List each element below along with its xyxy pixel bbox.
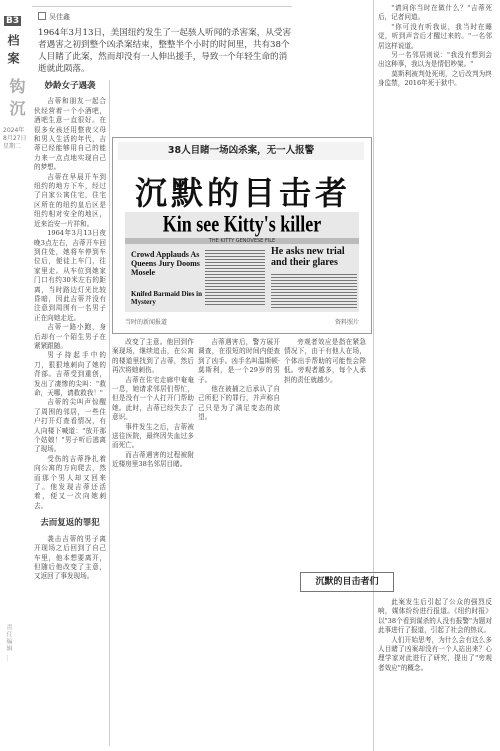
column-divider <box>373 0 374 751</box>
paragraph: 吉蒂在住宅走廊中奄奄一息，她请求邻居们帮忙，但是没有一个人打开门帮助她。此时，吉蒂已经失去了意识。 <box>112 375 194 422</box>
paragraph: "你可没有听我说，我当时在睡觉，听到声音后才醒过来的。"一名邻居这样说道。 <box>378 22 492 50</box>
paragraph: 吉蒂遇害后，警方展开调查，在很短的时间内便查到了凶手。凶手名叫温斯顿·莫斯利，是一个29岁的男子。 <box>198 338 280 384</box>
paragraph: "请问你当时在做什么？"吉蒂死后，记者问道。 <box>378 4 492 22</box>
paragraph: 而吉蒂遇害的过程被附近楼房里38名邻居目睹。 <box>112 450 194 469</box>
newspaper-clipping-photo <box>125 212 359 312</box>
paragraph: 袭击吉蒂的男子离开现场之后回到了自己车里，他本想要离开，但随后他改变了主意，又返回了事发现场。 <box>34 534 106 581</box>
page-margin-strip <box>0 0 27 751</box>
right-column-lower <box>378 598 492 746</box>
clipping-text <box>205 250 265 305</box>
paragraph: 吉蒂在早晨开车到纽约的地方下车，经过了自家公寓住宅，住宅区所在的纽约皇后区是纽约相对安全的地区，近来治安一片祥和。 <box>34 172 106 228</box>
clipping-knifed-barmaid: Knifed Barmaid Dies in Mystery <box>131 290 202 306</box>
middle-column-b <box>198 338 280 746</box>
caption-left: 当时的新闻报道 <box>125 319 168 326</box>
author-line <box>38 12 70 22</box>
feature-label: 38人目睹一场凶杀案，无一人报警 <box>118 142 364 160</box>
editor-credit: 责任编辑 … <box>5 624 12 662</box>
clipping-crowd-applauds: Crowd Applauds As Queens Jury Dooms Mosele <box>131 250 200 277</box>
feature-image-block <box>112 137 372 334</box>
paragraph: 改变了主意。他回到作案现场，继续追击，在公寓的楼道里找到了吉蒂，然后再次将她刺伤。 <box>112 338 194 375</box>
author-box-icon <box>38 12 46 20</box>
top-rule <box>32 0 292 7</box>
paragraph: 事件发生之后，吉蒂被送往医院，最终因失血过多而死亡。 <box>112 422 194 450</box>
paragraph: 另一名邻居则说："我没有想到会出这种事，我以为是情侣吵架。" <box>378 51 492 69</box>
lead-paragraph: 1964年3月13日，美国纽约发生了一起骇人听闻的杀害案，从受害者遇害之初到整个凶杀案结束，整整半个小时的时间里，共有38个人目睹了此案，然而却没有一人伸出援手，导致一个年轻生命的消逝就此陨落。 <box>38 28 292 74</box>
paragraph: 旁观者效应是指在紧急情况下，由于有他人在场，个体出手帮助的可能性会降低。旁观者越多，每个人承担的责任就越少。 <box>284 338 366 384</box>
paragraph: 男子持起手中的刀，狠狠地刺向了她的背部。吉蒂受到重创，发出了凄惨的尖叫："救命，天哪，请救救我！" <box>34 351 106 397</box>
paragraph: 他在被捕之后承认了自己所犯下的罪行，并声称自己只是为了满足变态的欲望。 <box>198 385 280 422</box>
clipping-subhead: THE KITTY GENOVESE FILE <box>125 238 359 244</box>
column-divider <box>109 80 110 746</box>
subheading-2: 去而复返的罪犯 <box>40 518 100 529</box>
paragraph: 此案发生后引起了公众的强烈反响，媒体纷纷进行报道。《纽约时报》以"38个看到谋杀的人没有报警"为题对此事进行了报道，引起了社会的热议。 <box>378 598 492 635</box>
date-year: 2024年 <box>3 127 25 134</box>
left-column <box>34 80 106 746</box>
paragraph: 吉蒂的尖叫声惊醒了周围的邻居，一些住户打开灯查看情况，有人向楼下喊道："放开那个姑娘！"男子听后逃离了现场。 <box>34 398 106 454</box>
paragraph: 莫斯利被判处死刑，之后改判为终身监禁，2016年死于狱中。 <box>378 69 492 88</box>
middle-column-c <box>284 338 366 746</box>
paragraph: 人们开始思考，为什么会有这么多人目睹了凶案却没有一个人站出来？心理学家对此进行了研究，提出了"旁观者效应"的概念。 <box>378 635 492 672</box>
author-name: 吴佳鑫 <box>49 13 70 21</box>
paragraph: 吉蒂一路小跑，身后却有一个陌生男子在紧紧跟随。 <box>34 323 106 350</box>
caption-right: 资料照片 <box>334 319 359 326</box>
column-name: 钩沉 <box>7 78 26 122</box>
clipping-headline: Kin see Kitty's killer <box>162 212 322 237</box>
weekday: 星期二 <box>3 143 22 150</box>
feature-title: 沉默的目击者 <box>134 174 351 212</box>
date-monthday: 8月27日 <box>3 135 27 142</box>
subheading-silent-witnesses: 沉默的目击者们 <box>300 572 394 592</box>
right-column <box>378 4 492 554</box>
clipping-new-trial: He asks new trial and their glares <box>271 246 345 268</box>
clipping-text <box>271 274 357 308</box>
page-number: B3 <box>6 16 20 26</box>
paragraph: 受伤的吉蒂挣扎着向公寓的方向爬去，然而那个男人却又回来了。他发现吉蒂还活着，便又一次向她刺去。 <box>34 454 106 510</box>
subheading-1: 妙龄女子遇袭 <box>44 81 96 91</box>
photo-caption <box>125 317 359 326</box>
paragraph: 吉蒂和朋友一起合伙经营着一个小酒吧，酒吧生意一直很好。在很多女孩还用整夜父母和男人生活的年代，吉蒂已经能够用自己的能力来一点点地实现自己的梦想。 <box>34 97 106 172</box>
middle-column-a <box>112 338 194 746</box>
paragraph: 1964年3月13日夜晚3点左右，吉蒂开车回到住处，她将车停到车位后，便徒上车门，往家里走。从车位到她家门口有约30米左右的距离，当时路边灯光比较昏暗，因此吉蒂并没有注意到周围有一名男子正在向她走近。 <box>34 229 106 322</box>
section-name: 档案 <box>6 34 20 70</box>
